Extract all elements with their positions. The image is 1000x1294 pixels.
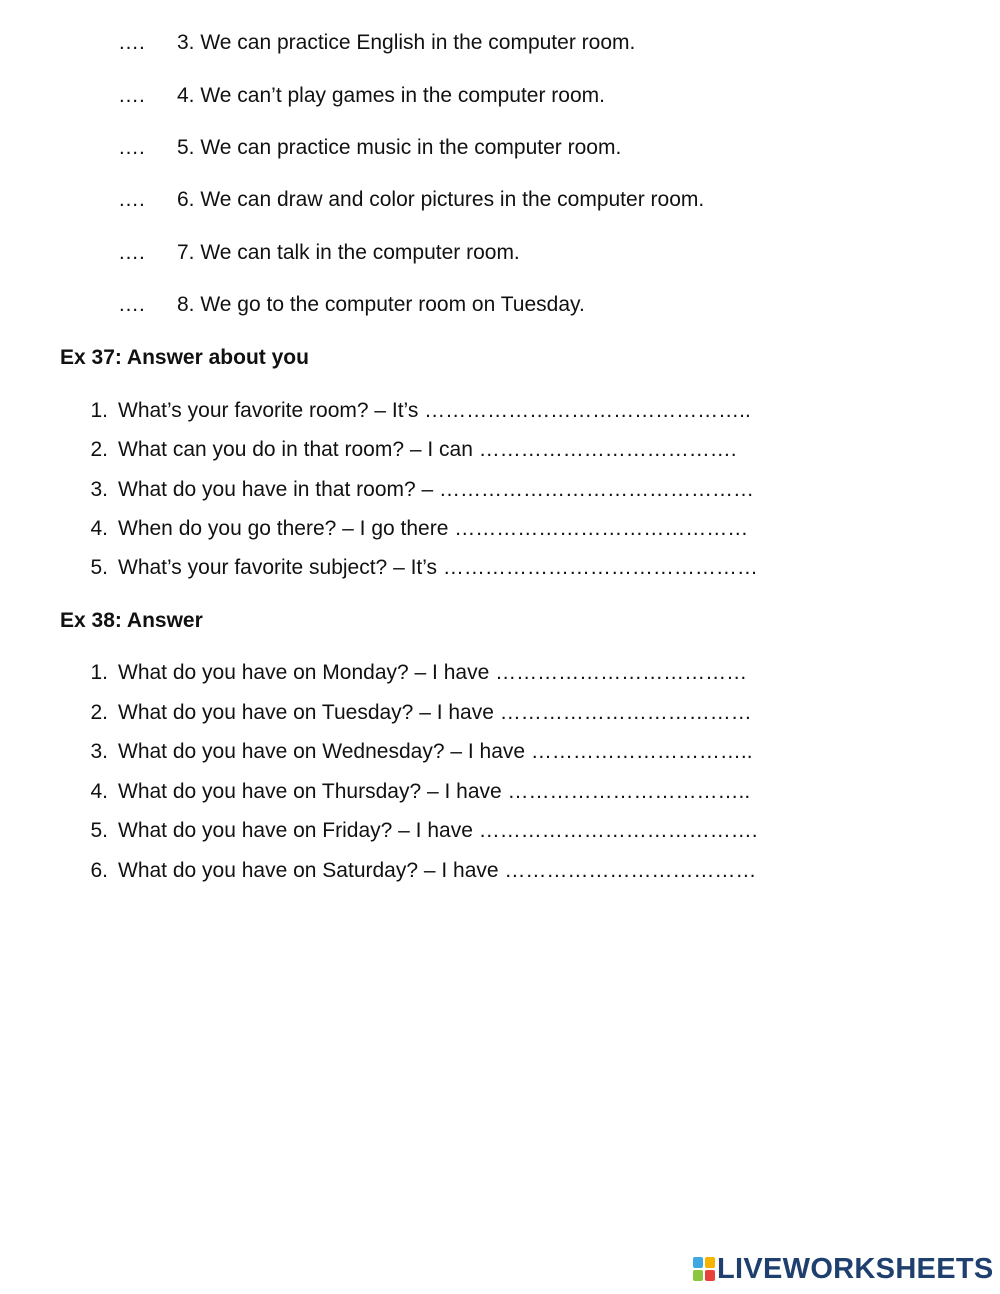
question-number: 2. [90, 438, 108, 461]
answer-blank[interactable]: …. [118, 136, 145, 159]
answer-blank[interactable]: …. [118, 188, 145, 211]
answer-blank[interactable]: …. [118, 84, 145, 107]
question-text[interactable]: What do you have on Thursday? – I have …………………………….. [118, 780, 751, 803]
question-text[interactable]: What do you have on Tuesday? – I have ……………………………… [118, 701, 752, 724]
answer-blank[interactable]: …. [118, 31, 145, 54]
question-number: 1. [90, 399, 108, 422]
question-number: 3. [90, 740, 108, 763]
statement-text: 4. We can’t play games in the computer room. [177, 84, 605, 107]
question-text[interactable]: What do you have on Monday? – I have ……………………………… [118, 661, 748, 684]
question-text[interactable]: What’s your favorite room? – It’s ……………………………………….. [118, 399, 751, 422]
answer-blank[interactable]: …. [118, 241, 145, 264]
question-number: 2. [90, 701, 108, 724]
logo-mark-icon [693, 1257, 715, 1281]
question-number: 1. [90, 661, 108, 684]
question-text[interactable]: What do you have in that room? – ……………………………………… [118, 478, 755, 501]
question-number: 4. [90, 780, 108, 803]
logo-text: LIVEWORKSHEETS [717, 1253, 994, 1285]
logo-mark-tile [705, 1270, 715, 1281]
question-text[interactable]: What do you have on Wednesday? – I have ………………………….. [118, 740, 753, 763]
question-text[interactable]: What do you have on Friday? – I have …………………………………. [118, 819, 758, 842]
logo-mark-tile [693, 1270, 703, 1281]
question-text[interactable]: What do you have on Saturday? – I have ……………………………… [118, 859, 757, 882]
question-text[interactable]: When do you go there? – I go there …………………………………… [118, 517, 749, 540]
exercise-38-heading: Ex 38: Answer [60, 609, 203, 632]
logo-mark-tile [705, 1257, 715, 1268]
answer-blank[interactable]: …. [118, 293, 145, 316]
question-number: 4. [90, 517, 108, 540]
exercise-37-heading: Ex 37: Answer about you [60, 346, 309, 369]
statement-text: 3. We can practice English in the computer room. [177, 31, 636, 54]
question-number: 3. [90, 478, 108, 501]
question-text[interactable]: What’s your favorite subject? – It’s ……………………………………… [118, 556, 758, 579]
question-number: 5. [90, 819, 108, 842]
question-number: 6. [90, 859, 108, 882]
question-number: 5. [90, 556, 108, 579]
question-text[interactable]: What can you do in that room? – I can ………………………………. [118, 438, 737, 461]
statement-text: 8. We go to the computer room on Tuesday. [177, 293, 585, 316]
logo-mark-tile [693, 1257, 703, 1268]
statement-text: 5. We can practice music in the computer room. [177, 136, 622, 159]
liveworksheets-logo [693, 1254, 994, 1284]
statement-text: 7. We can talk in the computer room. [177, 241, 520, 264]
statement-text: 6. We can draw and color pictures in the computer room. [177, 188, 705, 211]
